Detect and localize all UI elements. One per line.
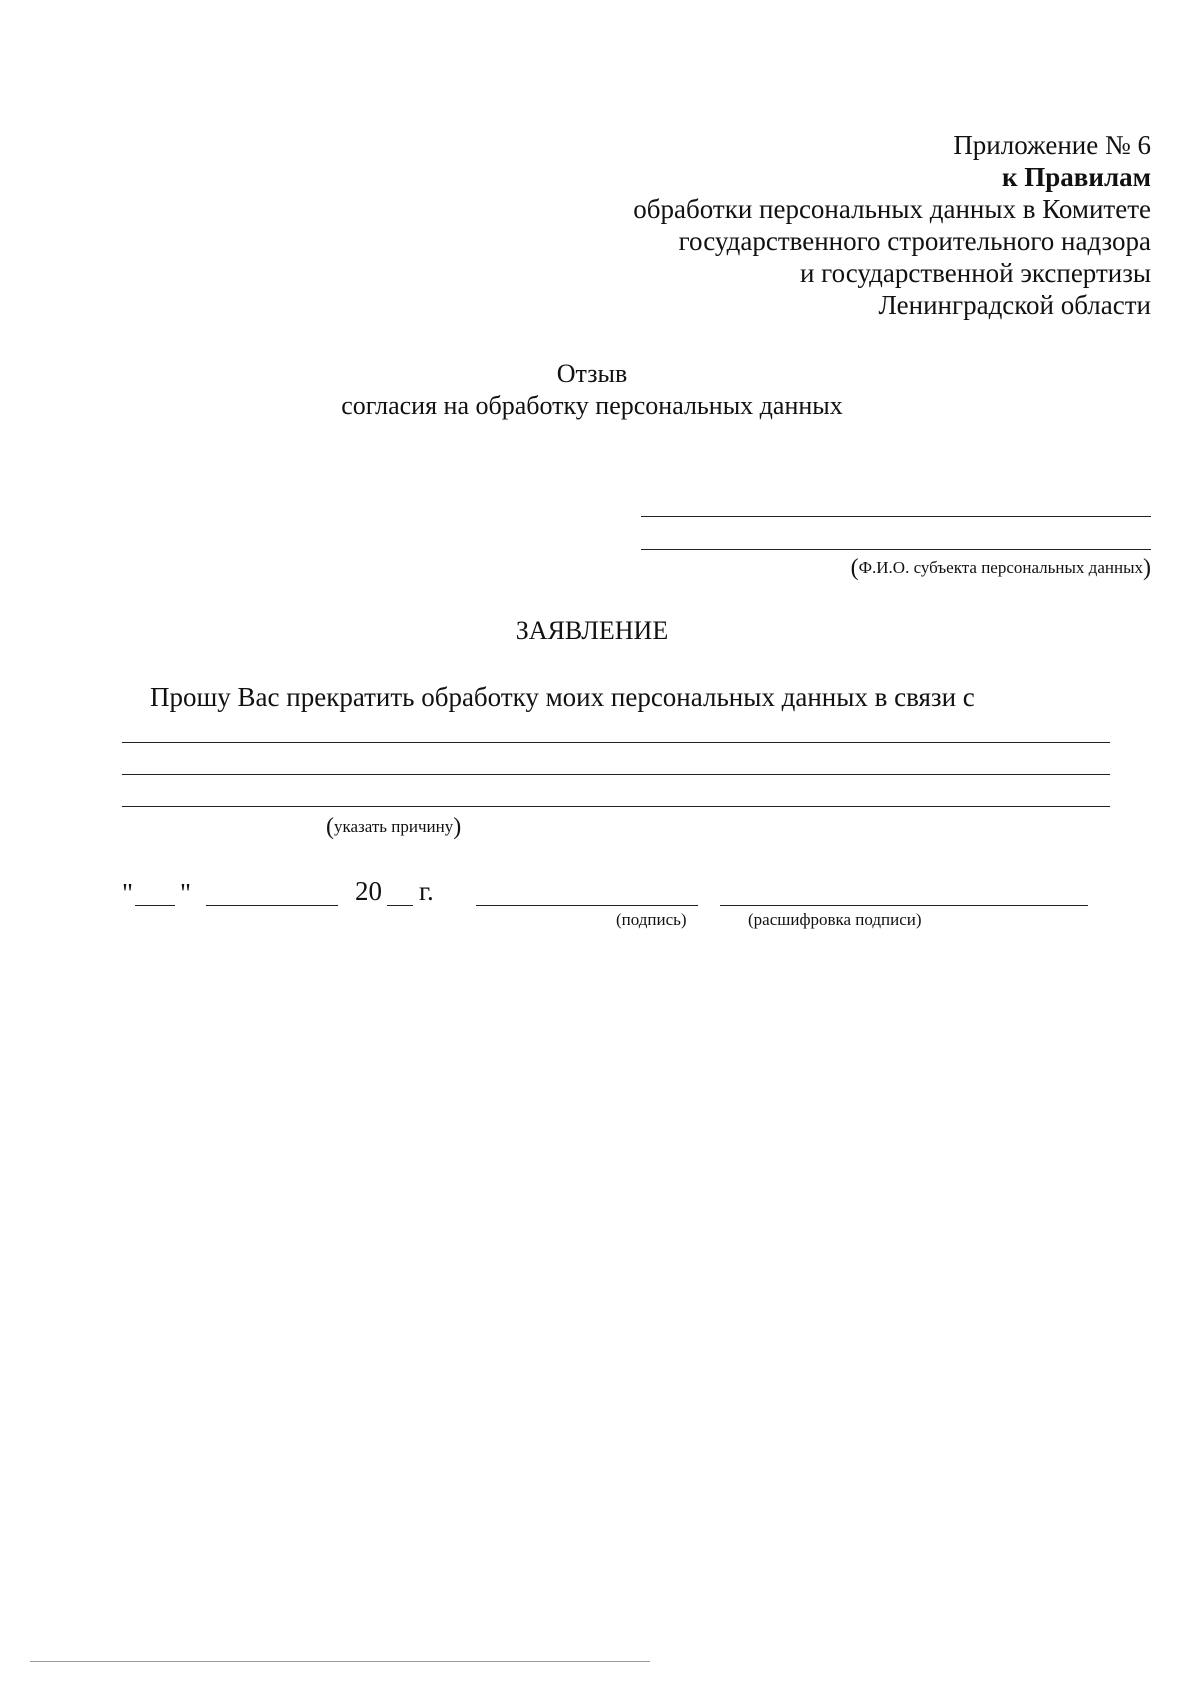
appendix-rules-line-3: и государственной экспертизы	[799, 258, 1151, 288]
signature-caption: (подпись)	[616, 910, 687, 929]
reason-line-2[interactable]	[122, 774, 1110, 775]
date-year-line[interactable]	[387, 905, 413, 906]
date-quote-close: "	[180, 878, 192, 908]
statement-body-text: Прошу Вас прекратить обработку моих персональных данных в связи с	[150, 682, 975, 712]
reason-caption: (указать причину)	[326, 814, 462, 840]
date-month-line[interactable]	[206, 905, 338, 906]
appendix-rules-line-1: обработки персональных данных в Комитете	[633, 194, 1151, 224]
appendix-rules-line-2: государственного строительного надзора	[678, 226, 1151, 256]
statement-heading: ЗАЯВЛЕНИЕ	[515, 616, 669, 645]
fio-line-1[interactable]	[641, 516, 1151, 517]
appendix-number: Приложение № 6	[953, 130, 1151, 160]
signature-decode-line[interactable]	[720, 905, 1088, 906]
date-year-suffix: г.	[419, 876, 434, 906]
fio-caption: (Ф.И.О. субъекта персональных данных)	[850, 555, 1151, 581]
fio-line-2[interactable]	[641, 549, 1151, 550]
appendix-rules-ref: к Правилам	[1001, 162, 1151, 192]
reason-line-3[interactable]	[122, 806, 1110, 807]
appendix-rules-line-4: Ленинградской области	[878, 290, 1151, 320]
document-title: Отзыв	[556, 359, 628, 388]
reason-line-1[interactable]	[122, 742, 1110, 743]
signature-line[interactable]	[476, 905, 698, 906]
signature-decode-caption: (расшифровка подписи)	[748, 910, 922, 929]
date-quote-open: "	[122, 878, 134, 908]
document-subtitle: согласия на обработку персональных данных	[341, 391, 843, 420]
scan-edge-line	[30, 1661, 650, 1662]
date-day-line[interactable]	[135, 905, 175, 906]
date-year-prefix: 20	[355, 876, 382, 906]
